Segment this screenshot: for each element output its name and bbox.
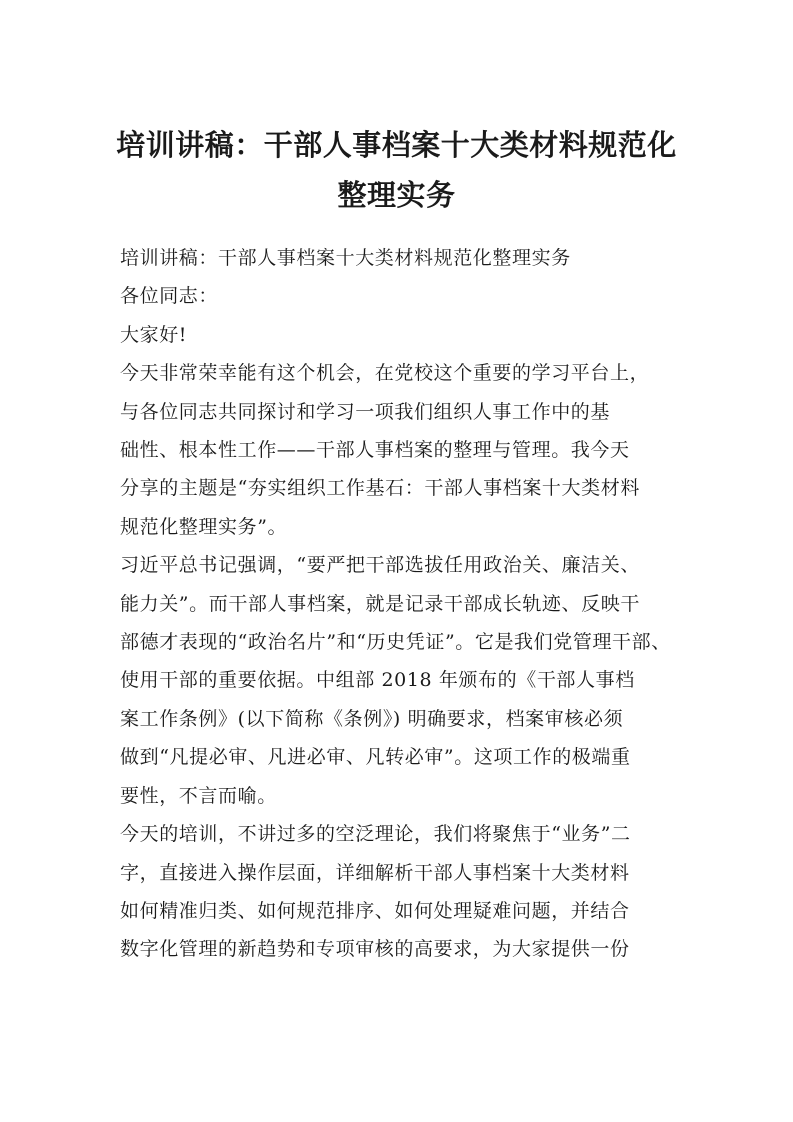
text-line: 大家好! <box>120 323 188 346</box>
title-line-1: 培训讲稿：干部人事档案十大类材料规范化 <box>116 128 677 162</box>
paragraph-subtitle <box>120 239 676 277</box>
paragraph-introduction <box>120 354 676 546</box>
text-line: 部德才表现的“政治名片”和“历史凭证”。它是我们党管理干部、 <box>120 631 671 654</box>
paragraph-training-focus <box>120 815 676 969</box>
text-line: 与各位同志共同探讨和学习一项我们组织人事工作中的基 <box>120 400 611 423</box>
document-title <box>100 120 693 220</box>
paragraph-salutation <box>120 277 676 315</box>
text-line: 数字化管理的新趋势和专项审核的高要求，为大家提供一份 <box>120 938 630 961</box>
text-line: 今天非常荣幸能有这个机会，在党校这个重要的学习平台上， <box>120 362 650 385</box>
text-line: 分享的主题是“夯实组织工作基石：干部人事档案十大类材料 <box>120 477 640 500</box>
text-line: 如何精准归类、如何规范排序、如何处理疑难问题，并结合 <box>120 899 630 922</box>
title-line-2: 整理实务 <box>337 178 456 212</box>
text-line: 要性，不言而喻。 <box>120 784 277 807</box>
text-line: 各位同志： <box>120 285 219 308</box>
paragraph-greeting <box>120 316 676 354</box>
text-line: 础性、根本性工作——干部人事档案的整理与管理。我今天 <box>120 439 630 462</box>
text-line: 字，直接进入操作层面，详细解析干部人事档案十大类材料 <box>120 861 630 884</box>
text-line: 使用干部的重要依据。中组部 2018 年颁布的《干部人事档 <box>120 669 635 692</box>
text-line: 培训讲稿：干部人事档案十大类材料规范化整理实务 <box>120 247 571 269</box>
text-line: 能力关”。而干部人事档案，就是记录干部成长轨迹、反映干 <box>120 592 640 615</box>
text-line: 今天的培训，不讲过多的空泛理论，我们将聚焦于“业务”二 <box>120 823 631 846</box>
text-line: 习近平总书记强调，“要严把干部选拔任用政治关、廉洁关、 <box>120 554 640 577</box>
text-line: 案工作条例》(以下简称《条例》) 明确要求，档案审核必须 <box>120 707 624 730</box>
text-line: 做到“凡提必审、凡进必审、凡转必审”。这项工作的极端重 <box>120 746 631 769</box>
paragraph-importance <box>120 546 676 815</box>
text-line: 规范化整理实务”。 <box>120 515 288 538</box>
document-body <box>120 239 676 969</box>
